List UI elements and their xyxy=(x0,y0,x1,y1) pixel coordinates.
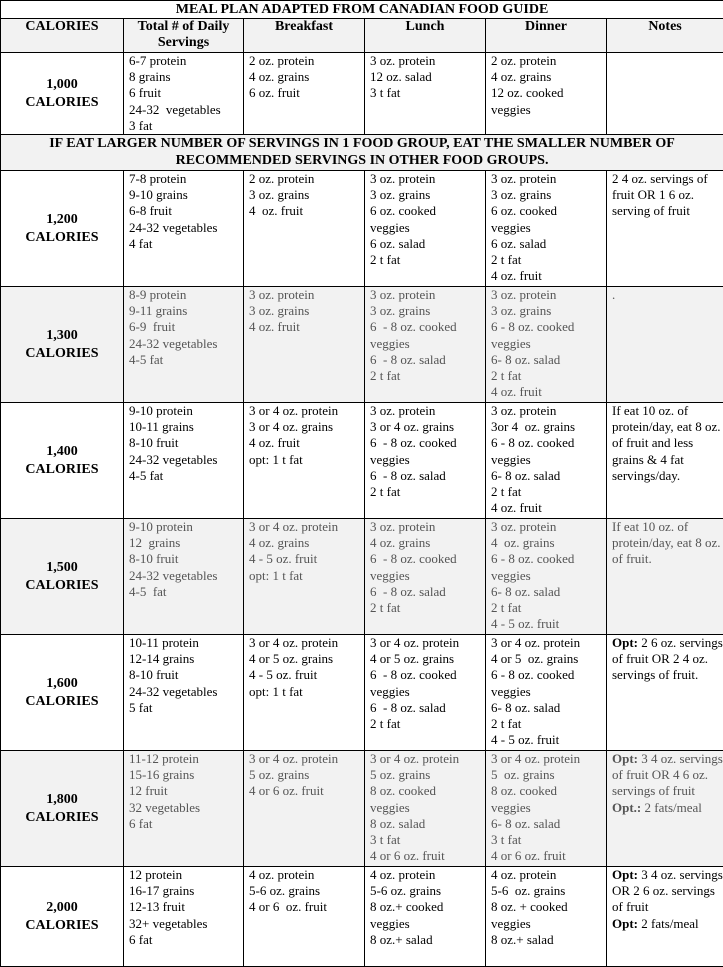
servings-cell xyxy=(124,635,244,751)
notes-cell xyxy=(607,53,723,135)
table-row xyxy=(1,53,723,135)
lunch-cell-line: 8 oz.+ cooked xyxy=(370,899,485,915)
header-lunch: Lunch xyxy=(365,19,486,53)
servings-cell xyxy=(124,519,244,635)
calorie-unit: CALORIES xyxy=(1,577,123,595)
lunch-cell xyxy=(365,53,486,135)
servings-cell-line: 8-10 fruit xyxy=(129,667,243,683)
calorie-value: 1,800 xyxy=(1,791,123,809)
servings-cell-line: 3 fat xyxy=(129,118,243,134)
table-row xyxy=(1,751,723,867)
breakfast-cell-line: 4 or 6 oz. fruit xyxy=(249,783,364,799)
dinner-cell xyxy=(486,287,607,403)
calorie-level xyxy=(1,403,124,519)
dinner-cell-line: veggies xyxy=(491,800,606,816)
breakfast-cell-line: 2 oz. protein xyxy=(249,171,364,187)
calorie-level xyxy=(1,867,124,967)
dinner-cell-line: 3or 4 oz. grains xyxy=(491,419,606,435)
calorie-level xyxy=(1,635,124,751)
dinner-cell-line: veggies xyxy=(491,568,606,584)
dinner-cell-line: 3 oz. grains xyxy=(491,187,606,203)
dinner-cell-line: 6 - 8 oz. cooked xyxy=(491,551,606,567)
dinner-cell-line: 5-6 oz. grains xyxy=(491,883,606,899)
calorie-value: 1,500 xyxy=(1,559,123,577)
servings-cell-line: 4-5 fat xyxy=(129,352,243,368)
dinner-cell xyxy=(486,751,607,867)
note-body: 2 6 oz. servings of fruit OR 2 4 oz. servings of fruit. xyxy=(612,635,723,682)
servings-cell xyxy=(124,403,244,519)
note-text xyxy=(612,519,723,568)
lunch-cell-line: 6 - 8 oz. salad xyxy=(370,352,485,368)
dinner-cell-line: 6- 8 oz. salad xyxy=(491,468,606,484)
lunch-cell-line: 3 or 4 oz. protein xyxy=(370,635,485,651)
dinner-cell-line: 3 oz. protein xyxy=(491,403,606,419)
dinner-cell-line: veggies xyxy=(491,336,606,352)
lunch-cell-line: 4 oz. protein xyxy=(370,867,485,883)
notes-cell xyxy=(607,287,723,403)
lunch-cell-line: 8 oz. salad xyxy=(370,816,485,832)
breakfast-cell-line: 4 - 5 oz. fruit xyxy=(249,667,364,683)
lunch-cell-line: veggies xyxy=(370,452,485,468)
table-row xyxy=(1,519,723,635)
dinner-cell-line: 4 oz. grains xyxy=(491,69,606,85)
lunch-cell-line: veggies xyxy=(370,336,485,352)
servings-cell-line: 9-10 protein xyxy=(129,519,243,535)
dinner-cell-line: 2 t fat xyxy=(491,600,606,616)
breakfast-cell-line: 4 oz. fruit xyxy=(249,203,364,219)
header-breakfast: Breakfast xyxy=(244,19,365,53)
note-text xyxy=(612,635,723,684)
lunch-cell-line: 3 oz. protein xyxy=(370,519,485,535)
servings-cell xyxy=(124,867,244,967)
note-text xyxy=(612,171,723,220)
table-row xyxy=(1,171,723,287)
dinner-cell-line: 6- 8 oz. salad xyxy=(491,584,606,600)
lunch-cell-line: 6 - 8 oz. salad xyxy=(370,700,485,716)
breakfast-cell-line: 4 oz. fruit xyxy=(249,319,364,335)
breakfast-cell-line: 2 oz. protein xyxy=(249,53,364,69)
servings-cell-line: 32 vegetables xyxy=(129,800,243,816)
dinner-cell-line: 4 - 5 oz. fruit xyxy=(491,732,606,748)
breakfast-cell-line: 3 oz. protein xyxy=(249,287,364,303)
note-body: If eat 10 oz. of protein/day, eat 8 oz. of fruit and less grains & 4 fat servings/day. xyxy=(612,403,721,483)
servings-cell-line: 6-9 fruit xyxy=(129,319,243,335)
note-label: Opt: xyxy=(612,867,638,882)
servings-cell-line: 10-11 protein xyxy=(129,635,243,651)
servings-cell-line: 4 fat xyxy=(129,236,243,252)
lunch-cell-line: 8 oz. cooked xyxy=(370,783,485,799)
breakfast-cell-line: 3 oz. grains xyxy=(249,187,364,203)
servings-cell xyxy=(124,53,244,135)
dinner-cell-line: 2 t fat xyxy=(491,716,606,732)
lunch-cell-line: 5 oz. grains xyxy=(370,767,485,783)
lunch-cell-line: 2 t fat xyxy=(370,252,485,268)
dinner-cell-line: 3 t fat xyxy=(491,832,606,848)
servings-cell-line: 24-32 vegetables xyxy=(129,684,243,700)
servings-cell-line: 24-32 vegetables xyxy=(129,220,243,236)
dinner-cell-line: 4 oz. fruit xyxy=(491,500,606,516)
breakfast-cell xyxy=(244,519,365,635)
dinner-cell-line: 2 oz. protein xyxy=(491,53,606,69)
breakfast-cell xyxy=(244,287,365,403)
breakfast-cell-line: opt: 1 t fat xyxy=(249,452,364,468)
note-text xyxy=(612,800,723,816)
calorie-unit: CALORIES xyxy=(1,917,123,935)
dinner-cell-line: 3 or 4 oz. protein xyxy=(491,635,606,651)
note-body: If eat 10 oz. of protein/day, eat 8 oz. of fruit. xyxy=(612,519,721,566)
calorie-level xyxy=(1,171,124,287)
calorie-unit: CALORIES xyxy=(1,693,123,711)
dinner-cell xyxy=(486,867,607,967)
lunch-cell xyxy=(365,867,486,967)
servings-cell-line: 12-13 fruit xyxy=(129,899,243,915)
dinner-cell-line: 6 - 8 oz. cooked xyxy=(491,667,606,683)
lunch-cell-line: 2 t fat xyxy=(370,600,485,616)
servings-cell-line: 24-32 vegetables xyxy=(129,336,243,352)
lunch-cell xyxy=(365,171,486,287)
note-body: 3 4 oz. servings of fruit OR 4 6 oz. servings of fruit xyxy=(612,751,723,798)
note-text xyxy=(612,403,723,484)
calorie-level xyxy=(1,519,124,635)
dinner-cell-line: 12 oz. cooked xyxy=(491,85,606,101)
breakfast-cell-line: 3 or 4 oz. protein xyxy=(249,635,364,651)
note-text xyxy=(612,287,723,303)
servings-cell-line: 8-9 protein xyxy=(129,287,243,303)
dinner-cell-line: 2 t fat xyxy=(491,368,606,384)
dinner-cell-line: 2 t fat xyxy=(491,252,606,268)
servings-cell-line: 24-32 vegetables xyxy=(129,452,243,468)
table-title: MEAL PLAN ADAPTED FROM CANADIAN FOOD GUIDE xyxy=(1,1,723,19)
servings-cell xyxy=(124,171,244,287)
calorie-value: 1,300 xyxy=(1,327,123,345)
dinner-cell-line: veggies xyxy=(491,220,606,236)
dinner-cell-line: 6 oz. salad xyxy=(491,236,606,252)
calorie-unit: CALORIES xyxy=(1,229,123,247)
lunch-cell-line: 3 oz. grains xyxy=(370,187,485,203)
note-body: 3 4 oz. servings OR 2 6 oz. servings of fruit xyxy=(612,867,723,914)
lunch-cell-line: 6 oz. cooked xyxy=(370,203,485,219)
servings-cell-line: 4-5 fat xyxy=(129,584,243,600)
calorie-unit: CALORIES xyxy=(1,345,123,363)
breakfast-cell-line: 4 oz. protein xyxy=(249,867,364,883)
lunch-cell-line: 6 - 8 oz. salad xyxy=(370,468,485,484)
table-row xyxy=(1,287,723,403)
dinner-cell-line: 6- 8 oz. salad xyxy=(491,816,606,832)
servings-cell-line: 15-16 grains xyxy=(129,767,243,783)
lunch-cell xyxy=(365,751,486,867)
servings-cell xyxy=(124,751,244,867)
table-row xyxy=(1,867,723,967)
dinner-cell-line: 4 oz. fruit xyxy=(491,268,606,284)
servings-cell-line: 7-8 protein xyxy=(129,171,243,187)
lunch-cell-line: 3 oz. protein xyxy=(370,171,485,187)
note-body: 2 fats/meal xyxy=(641,800,702,815)
breakfast-cell-line: 4 - 5 oz. fruit xyxy=(249,551,364,567)
dinner-cell-line: 4 or 6 oz. fruit xyxy=(491,848,606,864)
servings-cell-line: 6-7 protein xyxy=(129,53,243,69)
table-row xyxy=(1,635,723,751)
servings-cell-line: 5 fat xyxy=(129,700,243,716)
servings-cell-line: 6 fruit xyxy=(129,85,243,101)
note-label: Opt: xyxy=(612,751,638,766)
lunch-cell-line: 6 - 8 oz. cooked xyxy=(370,319,485,335)
breakfast-cell-line: 4 or 5 oz. grains xyxy=(249,651,364,667)
servings-cell-line: 6 fat xyxy=(129,932,243,948)
lunch-cell-line: 6 - 8 oz. salad xyxy=(370,584,485,600)
dinner-cell-line: 3 oz. protein xyxy=(491,519,606,535)
dinner-cell-line: 4 oz. grains xyxy=(491,535,606,551)
dinner-cell-line: 4 oz. protein xyxy=(491,867,606,883)
breakfast-cell xyxy=(244,53,365,135)
lunch-cell xyxy=(365,635,486,751)
servings-cell-line: 6-8 fruit xyxy=(129,203,243,219)
breakfast-cell-line: 3 or 4 oz. protein xyxy=(249,403,364,419)
breakfast-cell xyxy=(244,867,365,967)
calorie-unit: CALORIES xyxy=(1,809,123,827)
lunch-cell-line: 2 t fat xyxy=(370,368,485,384)
lunch-cell xyxy=(365,519,486,635)
breakfast-cell xyxy=(244,171,365,287)
calorie-value: 1,400 xyxy=(1,443,123,461)
dinner-cell-line: veggies xyxy=(491,684,606,700)
lunch-cell xyxy=(365,287,486,403)
servings-cell-line: 12 protein xyxy=(129,867,243,883)
servings-cell-line: 9-10 protein xyxy=(129,403,243,419)
breakfast-cell-line: opt: 1 t fat xyxy=(249,568,364,584)
servings-cell-line: 32+ vegetables xyxy=(129,916,243,932)
servings-cell-line: 12-14 grains xyxy=(129,651,243,667)
dinner-cell-line: 6- 8 oz. salad xyxy=(491,700,606,716)
dinner-cell-line: 6 - 8 oz. cooked xyxy=(491,319,606,335)
lunch-cell-line: veggies xyxy=(370,220,485,236)
note-label: Opt.: xyxy=(612,800,641,815)
servings-cell-line: 9-11 grains xyxy=(129,303,243,319)
servings-cell-line: 4-5 fat xyxy=(129,468,243,484)
lunch-cell-line: veggies xyxy=(370,916,485,932)
notes-cell xyxy=(607,751,723,867)
dinner-cell xyxy=(486,403,607,519)
servings-cell-line: 12 grains xyxy=(129,535,243,551)
servings-cell-line: 8 grains xyxy=(129,69,243,85)
servings-cell-line: 24-32 vegetables xyxy=(129,568,243,584)
calorie-unit: CALORIES xyxy=(1,94,123,112)
calorie-level xyxy=(1,53,124,135)
notes-cell xyxy=(607,867,723,967)
calorie-level xyxy=(1,751,124,867)
lunch-cell-line: 3 oz. protein xyxy=(370,403,485,419)
note-body: . xyxy=(612,287,615,302)
note-label: Opt: xyxy=(612,916,638,931)
lunch-cell-line: 12 oz. salad xyxy=(370,69,485,85)
servings-cell-line: 11-12 protein xyxy=(129,751,243,767)
lunch-cell-line: 2 t fat xyxy=(370,716,485,732)
lunch-cell-line: veggies xyxy=(370,684,485,700)
breakfast-cell xyxy=(244,403,365,519)
calorie-unit: CALORIES xyxy=(1,461,123,479)
calorie-value: 1,000 xyxy=(1,76,123,94)
dinner-cell-line: 4 - 5 oz. fruit xyxy=(491,616,606,632)
header-row xyxy=(1,19,723,53)
lunch-cell-line: 3 oz. protein xyxy=(370,53,485,69)
breakfast-cell xyxy=(244,635,365,751)
calorie-value: 2,000 xyxy=(1,899,123,917)
servings-cell-line: 16-17 grains xyxy=(129,883,243,899)
notes-cell xyxy=(607,635,723,751)
notes-cell xyxy=(607,403,723,519)
dinner-cell xyxy=(486,171,607,287)
breakfast-cell-line: 3 or 4 oz. protein xyxy=(249,519,364,535)
breakfast-cell-line: 4 oz. grains xyxy=(249,69,364,85)
breakfast-cell-line: 3 oz. grains xyxy=(249,303,364,319)
breakfast-cell-line: 4 oz. grains xyxy=(249,535,364,551)
lunch-cell-line: 3 t fat xyxy=(370,85,485,101)
breakfast-cell xyxy=(244,751,365,867)
lunch-cell-line: 4 or 5 oz. grains xyxy=(370,651,485,667)
note-text xyxy=(612,916,723,932)
note-body: 2 fats/meal xyxy=(638,916,699,931)
servings-cell xyxy=(124,287,244,403)
breakfast-cell-line: 4 or 6 oz. fruit xyxy=(249,899,364,915)
lunch-cell-line: 3 or 4 oz. protein xyxy=(370,751,485,767)
lunch-cell-line: 3 oz. protein xyxy=(370,287,485,303)
header-dinner: Dinner xyxy=(486,19,607,53)
lunch-cell-line: 6 - 8 oz. cooked xyxy=(370,435,485,451)
breakfast-cell-line: 6 oz. fruit xyxy=(249,85,364,101)
header-calories: CALORIES xyxy=(1,19,124,53)
dinner-cell-line: veggies xyxy=(491,452,606,468)
breakfast-cell-line: opt: 1 t fat xyxy=(249,684,364,700)
dinner-cell-line: 4 oz. fruit xyxy=(491,384,606,400)
breakfast-cell-line: 5-6 oz. grains xyxy=(249,883,364,899)
note-label: Opt: xyxy=(612,635,638,650)
notes-cell xyxy=(607,519,723,635)
dinner-cell xyxy=(486,519,607,635)
notes-cell xyxy=(607,171,723,287)
dinner-cell-line: 3 oz. protein xyxy=(491,287,606,303)
servings-cell-line: 6 fat xyxy=(129,816,243,832)
lunch-cell-line: 6 - 8 oz. cooked xyxy=(370,667,485,683)
dinner-cell-line: 8 oz.+ salad xyxy=(491,932,606,948)
servings-cell-line: 8-10 fruit xyxy=(129,435,243,451)
breakfast-cell-line: 4 oz. fruit xyxy=(249,435,364,451)
header-servings: Total # of Daily Servings xyxy=(124,19,244,53)
servings-cell-line: 9-10 grains xyxy=(129,187,243,203)
dinner-cell-line: 2 t fat xyxy=(491,484,606,500)
dinner-cell-line: 8 oz. + cooked xyxy=(491,899,606,915)
dinner-cell-line: veggies xyxy=(491,916,606,932)
dinner-cell-line: 6 oz. cooked xyxy=(491,203,606,219)
servings-cell-line: 24-32 vegetables xyxy=(129,102,243,118)
lunch-cell-line: 6 oz. salad xyxy=(370,236,485,252)
lunch-cell-line: 5-6 oz. grains xyxy=(370,883,485,899)
dinner-cell-line: 3 or 4 oz. protein xyxy=(491,751,606,767)
lunch-cell-line: 4 or 6 oz. fruit xyxy=(370,848,485,864)
dinner-cell-line: 4 or 5 oz. grains xyxy=(491,651,606,667)
calorie-level xyxy=(1,287,124,403)
note-text xyxy=(612,867,723,916)
dinner-cell-line: 6- 8 oz. salad xyxy=(491,352,606,368)
calorie-value: 1,600 xyxy=(1,675,123,693)
servings-cell-line: 10-11 grains xyxy=(129,419,243,435)
lunch-cell-line: 6 - 8 oz. cooked xyxy=(370,551,485,567)
servings-cell-line: 8-10 fruit xyxy=(129,551,243,567)
lunch-cell-line: veggies xyxy=(370,800,485,816)
dinner-cell-line: 8 oz. cooked xyxy=(491,783,606,799)
table-row xyxy=(1,403,723,519)
lunch-cell xyxy=(365,403,486,519)
breakfast-cell-line: 5 oz. grains xyxy=(249,767,364,783)
dinner-cell-line: 3 oz. protein xyxy=(491,171,606,187)
dinner-cell-line: 6 - 8 oz. cooked xyxy=(491,435,606,451)
lunch-cell-line: 3 or 4 oz. grains xyxy=(370,419,485,435)
header-notes: Notes xyxy=(607,19,723,53)
dinner-cell xyxy=(486,635,607,751)
calorie-value: 1,200 xyxy=(1,211,123,229)
lunch-cell-line: 2 t fat xyxy=(370,484,485,500)
dinner-cell-line: veggies xyxy=(491,102,606,118)
breakfast-cell-line: 3 or 4 oz. protein xyxy=(249,751,364,767)
lunch-cell-line: 8 oz.+ salad xyxy=(370,932,485,948)
dinner-cell-line: 3 oz. grains xyxy=(491,303,606,319)
servings-banner: IF EAT LARGER NUMBER OF SERVINGS IN 1 FOOD GROUP, EAT THE SMALLER NUMBER OF RECOMMENDED SERVINGS IN OTHER FOOD GROUPS. xyxy=(1,135,723,171)
note-body: 2 4 oz. servings of fruit OR 1 6 oz. serving of fruit xyxy=(612,171,708,218)
dinner-cell xyxy=(486,53,607,135)
dinner-cell-line: 5 oz. grains xyxy=(491,767,606,783)
servings-cell-line: 12 fruit xyxy=(129,783,243,799)
lunch-cell-line: veggies xyxy=(370,568,485,584)
breakfast-cell-line: 3 or 4 oz. grains xyxy=(249,419,364,435)
note-text xyxy=(612,751,723,800)
lunch-cell-line: 3 t fat xyxy=(370,832,485,848)
lunch-cell-line: 3 oz. grains xyxy=(370,303,485,319)
lunch-cell-line: 4 oz. grains xyxy=(370,535,485,551)
